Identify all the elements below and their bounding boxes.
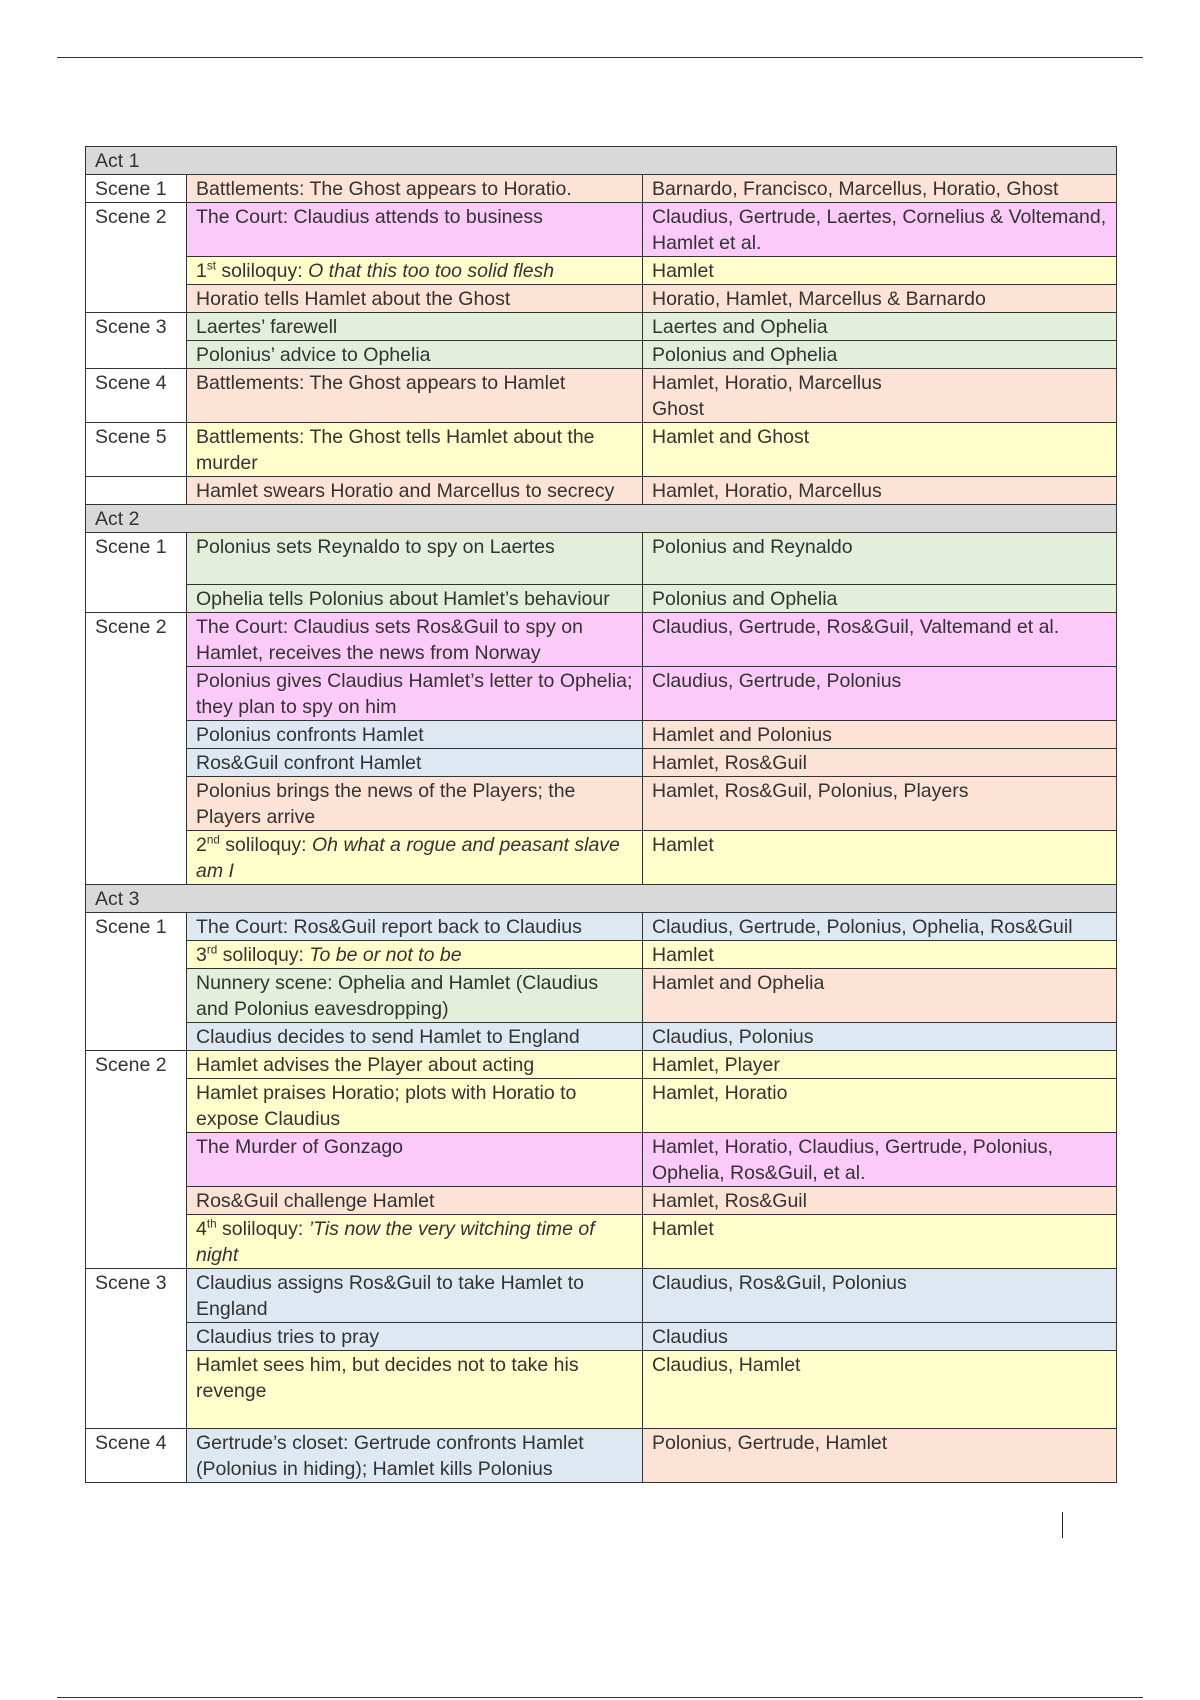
text-cursor — [1062, 1512, 1063, 1538]
bottom-rule — [57, 1697, 1143, 1698]
characters-cell: Hamlet, Ros&Guil — [643, 1187, 1117, 1215]
soliloquy-label: soliloquy: — [216, 1218, 309, 1240]
event-cell: Claudius tries to pray — [187, 1323, 643, 1351]
characters-cell: Hamlet — [643, 941, 1117, 969]
event-cell: The Court: Claudius sets Ros&Guil to spy on Hamlet, receives the news from Norway — [187, 613, 643, 667]
characters-line: Ghost — [652, 398, 705, 420]
table-row — [86, 585, 1117, 613]
characters-cell: Claudius, Gertrude, Polonius, Ophelia, Ros&Guil — [643, 913, 1117, 941]
characters-cell: Claudius, Gertrude, Polonius — [643, 667, 1117, 721]
soliloquy-number: 3 — [196, 944, 207, 966]
event-cell — [187, 941, 643, 969]
event-cell: Polonius confronts Hamlet — [187, 721, 643, 749]
characters-cell: Horatio, Hamlet, Marcellus & Barnardo — [643, 285, 1117, 313]
event-cell: Polonius’ advice to Ophelia — [187, 341, 643, 369]
event-cell — [187, 831, 643, 885]
event-cell: Battlements: The Ghost tells Hamlet about the murder — [187, 423, 643, 477]
soliloquy-quote: ’Tis now the very witching time of night — [196, 1218, 595, 1266]
ordinal-suffix: nd — [206, 833, 220, 847]
event-cell: Battlements: The Ghost appears to Horatio. — [187, 175, 643, 203]
characters-cell: Hamlet and Ghost — [643, 423, 1117, 477]
scene-label: Scene 2 — [86, 613, 187, 885]
characters-cell: Claudius, Hamlet — [643, 1351, 1117, 1429]
table-row — [86, 831, 1117, 885]
event-cell — [187, 1215, 643, 1269]
characters-cell: Hamlet — [643, 831, 1117, 885]
table-row — [86, 423, 1117, 477]
table-row — [86, 203, 1117, 257]
act-label: Act 3 — [86, 885, 1117, 913]
table-row — [86, 369, 1117, 423]
event-cell: Ophelia tells Polonius about Hamlet’s behaviour — [187, 585, 643, 613]
soliloquy-label: soliloquy: — [217, 944, 310, 966]
scene-label: Scene 4 — [86, 369, 187, 423]
table-row — [86, 613, 1117, 667]
characters-cell: Polonius and Reynaldo — [643, 533, 1117, 585]
scene-label: Scene 4 — [86, 1429, 187, 1483]
event-cell: Hamlet sees him, but decides not to take his revenge — [187, 1351, 643, 1429]
characters-cell: Hamlet and Polonius — [643, 721, 1117, 749]
characters-cell: Hamlet, Player — [643, 1051, 1117, 1079]
table-row — [86, 1187, 1117, 1215]
event-cell — [187, 257, 643, 285]
table-row — [86, 533, 1117, 585]
act-label: Act 1 — [86, 147, 1117, 175]
characters-cell: Polonius, Gertrude, Hamlet — [643, 1429, 1117, 1483]
table-row — [86, 1051, 1117, 1079]
characters-cell: Hamlet, Horatio, Claudius, Gertrude, Polonius, Ophelia, Ros&Guil, et al. — [643, 1133, 1117, 1187]
characters-cell: Hamlet — [643, 257, 1117, 285]
table-row — [86, 175, 1117, 203]
event-cell: Hamlet praises Horatio; plots with Horatio to expose Claudius — [187, 1079, 643, 1133]
characters-cell: Barnardo, Francisco, Marcellus, Horatio, Ghost — [643, 175, 1117, 203]
scene-label: Scene 3 — [86, 313, 187, 369]
characters-cell: Claudius, Gertrude, Ros&Guil, Valtemand et al. — [643, 613, 1117, 667]
scene-label: Scene 2 — [86, 1051, 187, 1269]
table-row — [86, 777, 1117, 831]
ordinal-suffix: st — [206, 259, 216, 273]
table-row — [86, 1323, 1117, 1351]
top-rule — [57, 57, 1143, 58]
table-row — [86, 667, 1117, 721]
table-row — [86, 1023, 1117, 1051]
characters-line: Hamlet, Horatio, Marcellus — [652, 372, 882, 394]
characters-cell: Claudius, Polonius — [643, 1023, 1117, 1051]
characters-cell: Hamlet, Ros&Guil, Polonius, Players — [643, 777, 1117, 831]
characters-cell: Hamlet — [643, 1215, 1117, 1269]
act-header-row — [86, 885, 1117, 913]
table-row — [86, 257, 1117, 285]
scene-label: Scene 5 — [86, 423, 187, 477]
characters-cell: Hamlet, Horatio — [643, 1079, 1117, 1133]
table-row — [86, 1269, 1117, 1323]
table-row — [86, 1215, 1117, 1269]
table-row — [86, 477, 1117, 505]
event-cell: Battlements: The Ghost appears to Hamlet — [187, 369, 643, 423]
characters-cell: Claudius, Gertrude, Laertes, Cornelius & Voltemand, Hamlet et al. — [643, 203, 1117, 257]
event-cell: Polonius gives Claudius Hamlet’s letter to Ophelia; they plan to spy on him — [187, 667, 643, 721]
scene-label: Scene 1 — [86, 533, 187, 613]
act-label: Act 2 — [86, 505, 1117, 533]
event-cell: Gertrude’s closet: Gertrude confronts Hamlet (Polonius in hiding); Hamlet kills Polonius — [187, 1429, 643, 1483]
event-cell: Claudius decides to send Hamlet to England — [187, 1023, 643, 1051]
event-cell: Hamlet swears Horatio and Marcellus to secrecy — [187, 477, 643, 505]
soliloquy-number: 2 — [196, 834, 207, 856]
act-header-row — [86, 505, 1117, 533]
event-cell: Claudius assigns Ros&Guil to take Hamlet to England — [187, 1269, 643, 1323]
ordinal-suffix: th — [206, 1217, 217, 1231]
table-row — [86, 285, 1117, 313]
act-header-row — [86, 147, 1117, 175]
soliloquy-label: soliloquy: — [219, 834, 313, 856]
characters-cell: Claudius — [643, 1323, 1117, 1351]
scene-label — [86, 477, 187, 505]
table-row — [86, 313, 1117, 341]
characters-cell: Laertes and Ophelia — [643, 313, 1117, 341]
soliloquy-number: 4 — [196, 1218, 207, 1240]
table-row — [86, 1351, 1117, 1429]
event-cell: Hamlet advises the Player about acting — [187, 1051, 643, 1079]
table-row — [86, 341, 1117, 369]
ordinal-suffix: rd — [206, 943, 218, 957]
event-cell: Polonius sets Reynaldo to spy on Laertes — [187, 533, 643, 585]
characters-cell: Claudius, Ros&Guil, Polonius — [643, 1269, 1117, 1323]
characters-cell: Hamlet, Horatio, Marcellus — [643, 477, 1117, 505]
table-row — [86, 1429, 1117, 1483]
characters-cell — [643, 369, 1117, 423]
soliloquy-quote: To be or not to be — [309, 944, 462, 966]
table-row — [86, 969, 1117, 1023]
characters-cell: Polonius and Ophelia — [643, 341, 1117, 369]
soliloquy-quote: O that this too too solid flesh — [308, 260, 555, 282]
scene-label: Scene 1 — [86, 175, 187, 203]
table-row — [86, 721, 1117, 749]
event-cell: The Murder of Gonzago — [187, 1133, 643, 1187]
event-cell: Polonius brings the news of the Players; the Players arrive — [187, 777, 643, 831]
table-row — [86, 1079, 1117, 1133]
characters-cell: Hamlet, Ros&Guil — [643, 749, 1117, 777]
characters-cell: Polonius and Ophelia — [643, 585, 1117, 613]
event-cell: Laertes’ farewell — [187, 313, 643, 341]
table-row — [86, 941, 1117, 969]
event-cell: The Court: Claudius attends to business — [187, 203, 643, 257]
scene-label: Scene 2 — [86, 203, 187, 313]
table-row — [86, 913, 1117, 941]
event-cell: Nunnery scene: Ophelia and Hamlet (Claudius and Polonius eavesdropping) — [187, 969, 643, 1023]
table-row — [86, 1133, 1117, 1187]
event-cell: Horatio tells Hamlet about the Ghost — [187, 285, 643, 313]
characters-cell: Hamlet and Ophelia — [643, 969, 1117, 1023]
event-cell: The Court: Ros&Guil report back to Claudius — [187, 913, 643, 941]
event-cell: Ros&Guil challenge Hamlet — [187, 1187, 643, 1215]
soliloquy-number: 1 — [196, 260, 207, 282]
scene-label: Scene 3 — [86, 1269, 187, 1429]
event-cell: Ros&Guil confront Hamlet — [187, 749, 643, 777]
soliloquy-label: soliloquy: — [215, 260, 309, 282]
hamlet-outline-table — [85, 146, 1117, 1483]
table-row — [86, 749, 1117, 777]
soliloquy-quote: Oh what a rogue and peasant slave am I — [196, 834, 620, 882]
scene-label: Scene 1 — [86, 913, 187, 1051]
